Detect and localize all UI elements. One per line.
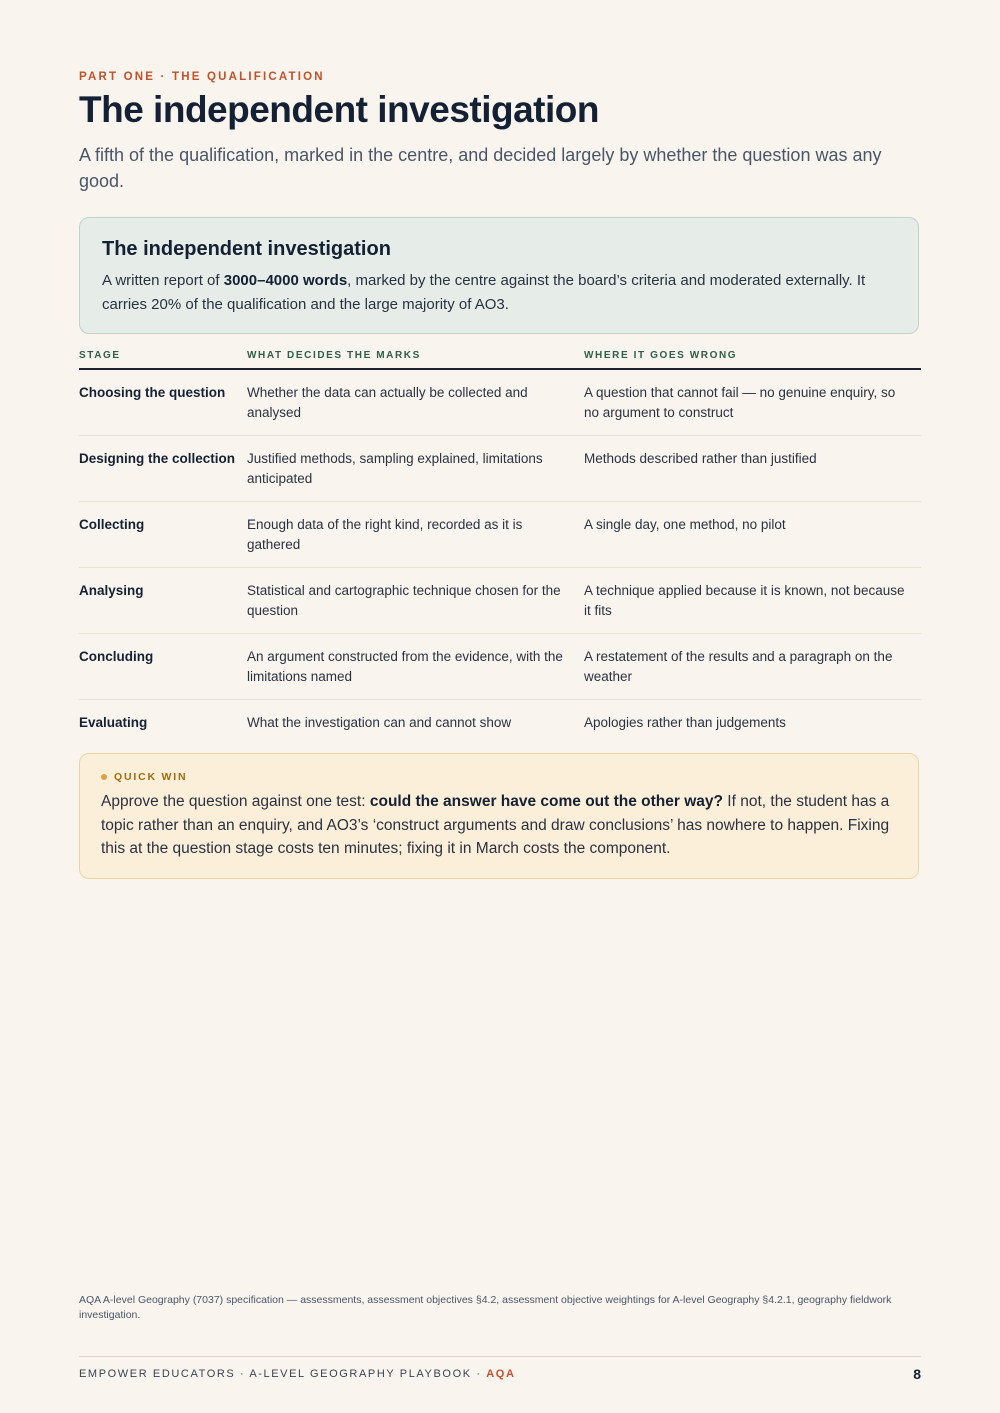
table-row — [79, 436, 921, 502]
footer-board: AQA — [486, 1368, 516, 1380]
stage-cell: Concluding — [79, 634, 247, 700]
decides-cell: An argument constructed from the evidence, with the limitations named — [247, 634, 584, 700]
stages-table — [79, 346, 921, 745]
quick-win-test: could the answer have come out the other way? — [369, 793, 723, 810]
column-header-decides: WHAT DECIDES THE MARKS — [247, 346, 584, 369]
summary-callout — [79, 217, 919, 334]
wrong-cell: A single day, one method, no pilot — [584, 502, 921, 568]
section-eyebrow: PART ONE · THE QUALIFICATION — [79, 71, 325, 83]
page-title: The independent investigation — [79, 89, 599, 130]
page-number: 8 — [913, 1366, 921, 1382]
column-header-stage: STAGE — [79, 346, 247, 369]
table-row — [79, 634, 921, 700]
wrong-cell: A restatement of the results and a paragraph on the weather — [584, 634, 921, 700]
source-note: AQA A-level Geography (7037) specification — assessments, assessment objectives §4.2, assessment objective weightings for A-level Geography §4.2.1, geography fieldwork investigation. — [79, 1294, 892, 1321]
wrong-cell: Methods described rather than justified — [584, 436, 921, 502]
wrong-cell: Apologies rather than judgements — [584, 715, 786, 730]
table-row — [79, 568, 921, 634]
table-row — [79, 369, 921, 436]
table-row — [79, 700, 921, 746]
footer-divider — [79, 1356, 921, 1357]
callout-text — [102, 269, 896, 316]
column-header-wrong: WHERE IT GOES WRONG — [584, 346, 921, 369]
decides-cell: Statistical and cartographic technique chosen for the question — [247, 568, 584, 634]
quick-win-text — [101, 790, 897, 861]
wrong-cell: A technique applied because it is known, not because it fits — [584, 568, 921, 634]
quick-win-text-end: If not, the student has a topic rather than an enquiry, and AO3’s ‘construct arguments and draw conclusions’ has nowhere to happen. Fixing this at the question stage costs ten minutes; fixing it in March costs the component. — [101, 793, 890, 857]
quick-win-callout — [79, 753, 919, 879]
callout-text-end: , marked by the centre against the board’s criteria and moderated externally. It carries 20% of the qualification and the large majority of AO3. — [102, 272, 866, 313]
quick-win-label: QUICK WIN — [114, 771, 188, 783]
table-row — [79, 502, 921, 568]
stage-cell: Evaluating — [79, 715, 148, 730]
decides-cell: What the investigation can and cannot show — [247, 715, 512, 730]
quick-win-text-start: Approve the question against one test: — [101, 793, 370, 810]
callout-text-start: A written report of — [102, 272, 224, 289]
decides-cell: Whether the data can actually be collected and analysed — [247, 369, 584, 436]
wrong-cell: A question that cannot fail — no genuine enquiry, so no argument to construct — [584, 369, 921, 436]
quick-win-header — [101, 771, 897, 783]
stage-cell: Analysing — [79, 568, 247, 634]
bullet-dot-icon — [101, 774, 107, 780]
stage-cell: Choosing the question — [79, 369, 247, 436]
callout-word-count: 3000–4000 words — [223, 272, 348, 289]
decides-cell: Justified methods, sampling explained, limitations anticipated — [247, 436, 584, 502]
stage-cell: Designing the collection — [79, 436, 247, 502]
decides-cell: Enough data of the right kind, recorded as it is gathered — [247, 502, 584, 568]
stage-cell: Collecting — [79, 502, 247, 568]
page-subtitle: A fifth of the qualification, marked in the centre, and decided largely by whether the question was any good. — [79, 145, 882, 191]
footer-publication: EMPOWER EDUCATORS · A-LEVEL GEOGRAPHY PLAYBOOK · — [79, 1368, 487, 1380]
footer-credit — [79, 1368, 516, 1380]
table-header-row — [79, 346, 921, 369]
page-footer — [79, 1366, 921, 1382]
callout-heading: The independent investigation — [102, 238, 391, 260]
